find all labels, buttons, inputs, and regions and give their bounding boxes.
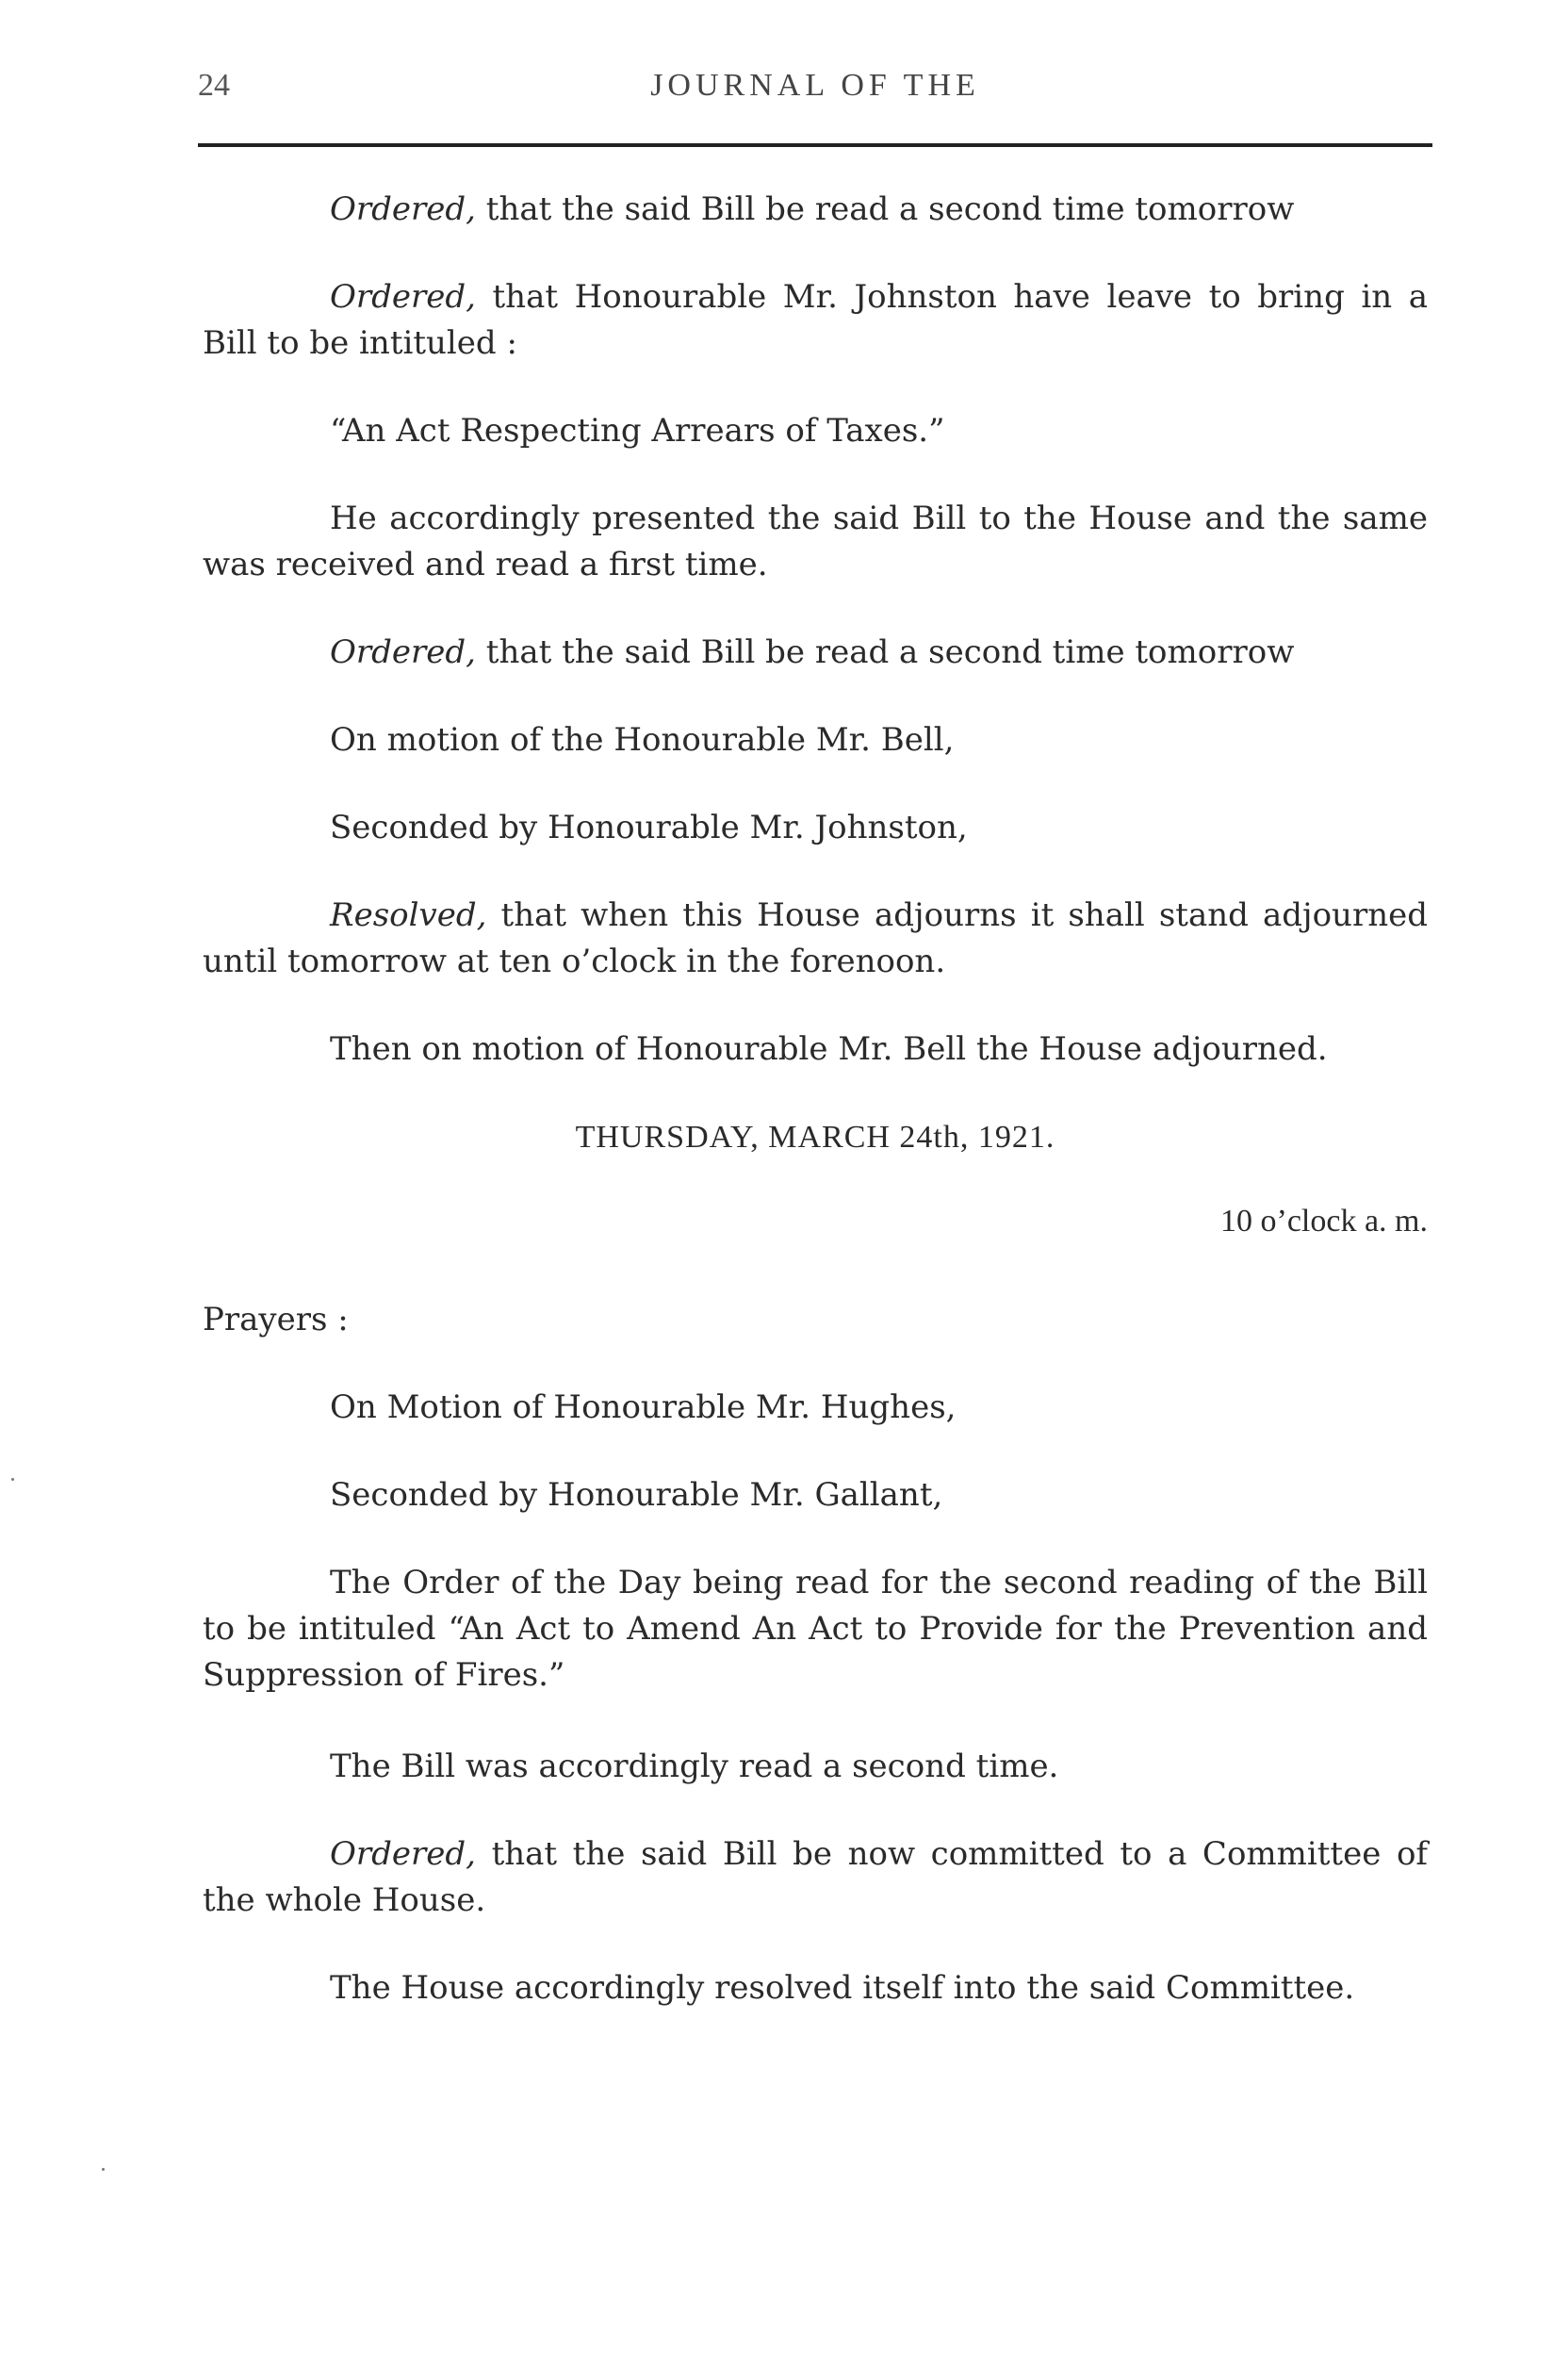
speck-mark (11, 1478, 14, 1481)
paragraph-lead: Ordered, (330, 633, 476, 671)
page-number: 24 (198, 68, 230, 103)
paragraph-lead: Ordered, (330, 278, 476, 316)
page-body (203, 187, 1428, 2011)
paragraph (203, 1472, 1428, 1518)
paragraph (203, 274, 1428, 367)
paragraph-text: The House accordingly resolved itself into the said Committee. (330, 1969, 1355, 2007)
paragraph (203, 187, 1428, 233)
paragraph-lead: Ordered, (330, 1835, 476, 1873)
paragraph-text: that the said Bill be now committed to a Committee of the whole House. (203, 1835, 1428, 1919)
paragraph-text: Seconded by Honourable Mr. Johnston, (330, 809, 968, 846)
paragraph (203, 1026, 1428, 1073)
paragraph-text: The Order of the Day being read for the second reading of the Bill to be intituled “An Act to Amend An Act to Provide for the Prevention and Suppression of Fires.” (203, 1564, 1428, 1694)
paragraph (203, 1831, 1428, 1924)
header-rule (198, 143, 1432, 147)
sitting-time: 10 o’clock a. m. (1220, 1204, 1428, 1239)
paragraph (203, 717, 1428, 763)
paragraph (203, 893, 1428, 985)
paragraph-text: Then on motion of Honourable Mr. Bell the House adjourned. (330, 1030, 1328, 1068)
paragraph-lead: Resolved, (330, 896, 487, 934)
paragraph (203, 1965, 1428, 2011)
paragraph (203, 496, 1428, 588)
date-heading: THURSDAY, MARCH 24th, 1921. (575, 1120, 1055, 1155)
paragraph-text: On motion of the Honourable Mr. Bell, (330, 721, 955, 759)
paragraph (203, 805, 1428, 851)
running-head: JOURNAL OF THE (650, 68, 980, 103)
paragraph-text: that the said Bill be read a second time tomorrow (475, 190, 1295, 228)
paragraph-lead: Ordered, (330, 190, 476, 228)
prayers: Prayers : (203, 1301, 349, 1338)
paragraph-text: that the said Bill be read a second time tomorrow (475, 633, 1295, 671)
paragraph-text: that Honourable Mr. Johnston have leave to bring in a Bill to be intituled : (203, 278, 1428, 362)
paragraph-text: “An Act Respecting Arrears of Taxes.” (330, 412, 945, 450)
speck-mark (102, 2168, 105, 2171)
paragraph-text: that when this House adjourns it shall stand adjourned until tomorrow at ten o’clock in the forenoon. (203, 896, 1428, 980)
page-header (198, 68, 1432, 124)
paragraph (203, 1744, 1428, 1790)
act-title (203, 408, 1428, 454)
paragraph-text: Seconded by Honourable Mr. Gallant, (330, 1476, 943, 1514)
paragraph (203, 630, 1428, 676)
paragraph-text: On Motion of Honourable Mr. Hughes, (330, 1388, 957, 1426)
paragraph-text: He accordingly presented the said Bill to the House and the same was received and read a first time. (203, 500, 1428, 583)
paragraph (203, 1385, 1428, 1431)
paragraph (203, 1560, 1428, 1699)
paragraph-text: The Bill was accordingly read a second time. (330, 1748, 1059, 1785)
